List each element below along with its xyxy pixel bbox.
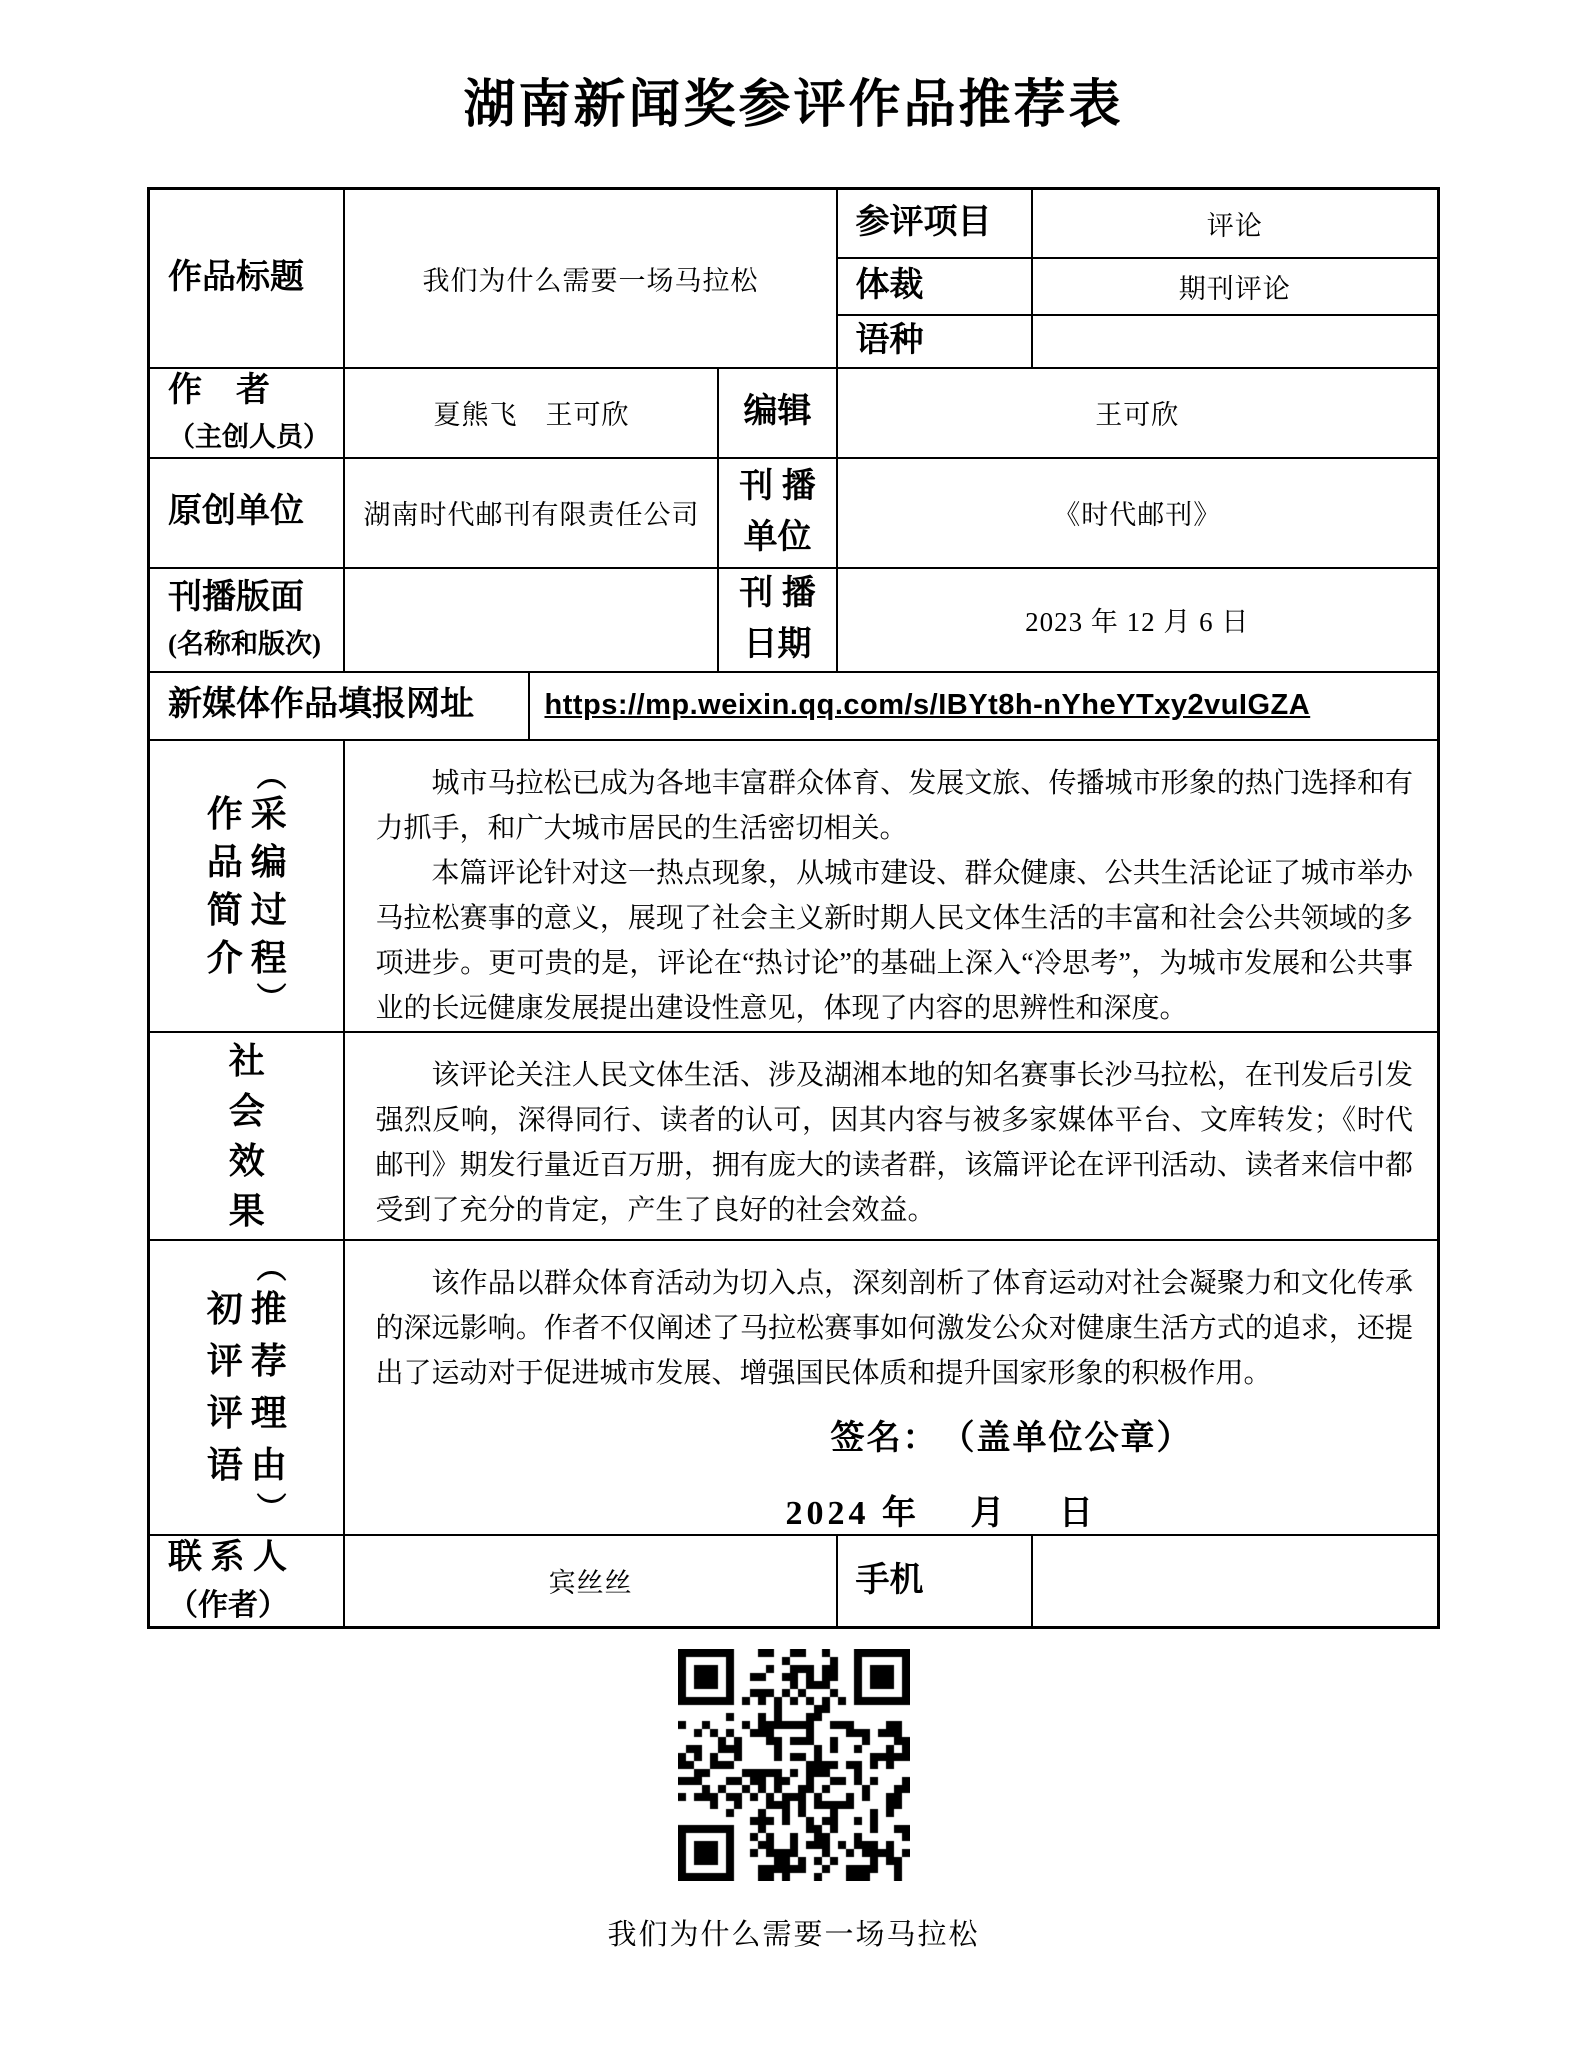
mobile-label: 手机: [855, 1561, 924, 1599]
vlabel-char: 语: [206, 1445, 243, 1485]
vlabel-char: 初: [206, 1289, 243, 1329]
work-title-label-cell: [148, 189, 344, 368]
row-publish-layout: [148, 568, 1438, 672]
vlabel-char: 采: [250, 793, 287, 834]
vlabel-char: 由: [250, 1445, 287, 1485]
vlabel-char: 编: [250, 841, 287, 882]
language-label: 语种: [855, 321, 924, 359]
publish-unit-label-line2: 单位: [743, 518, 812, 556]
new-media-url-label-cell: [148, 672, 529, 740]
page-title: 湖南新闻奖参评作品推荐表: [463, 77, 1124, 134]
entry-category-label: 参评项目: [855, 204, 992, 241]
new-media-url-label: 新媒体作品填报网址: [167, 686, 474, 724]
vlabel-char: 果: [228, 1190, 265, 1231]
vlabel-char: 理: [250, 1393, 287, 1433]
publish-unit-value: 《时代邮刊》: [1053, 500, 1222, 530]
social-effect-label-cell: [148, 1032, 344, 1240]
contact-sublabel: （作者）: [167, 1589, 288, 1623]
language-label-cell: [837, 315, 1032, 368]
vlabel-char: 推: [250, 1289, 287, 1329]
vlabel-char: 品: [206, 841, 243, 882]
initial-review-paragraph: 该作品以群众体育活动为切入点，深刻剖析了体育运动对社会凝聚力和文化传承的深远影响。作者不仅阐述了马拉松赛事如何激发公众对健康生活方式的追求，还提出了运动对于促进城市发展、增强国民体质和提升国家形象的积极作用。: [375, 1267, 1414, 1389]
mobile-value-cell: [1032, 1535, 1439, 1628]
genre-label: 体裁: [855, 266, 924, 304]
publish-layout-label-cell: [148, 568, 344, 672]
vlabel-char: 荐: [250, 1341, 287, 1381]
language-value-cell: [1032, 315, 1439, 368]
social-effect-vertical-label: [229, 1036, 265, 1236]
genre-label-cell: [837, 258, 1032, 315]
vlabel-char: 简: [206, 889, 243, 930]
work-intro-label-cell: [148, 740, 344, 1032]
qr-section: [0, 1649, 1587, 1953]
editor-label-cell: [718, 368, 836, 458]
work-intro-vertical-label: [207, 760, 287, 1012]
mobile-label-cell: [837, 1535, 1032, 1628]
entry-category-label-cell: [837, 189, 1032, 258]
genre-value: 期刊评论: [1178, 273, 1291, 304]
work-intro-paragraph: 本篇评论针对这一热点现象，从城市建设、群众健康、公共生活论证了城市举办马拉松赛事的意义，展现了社会主义新时期人民文体生活的丰富和社会公共领域的多项进步。更可贵的是，评论在“热讨论”的基础上深入“冷思考”，为城市发展和公共事业的长远健康发展提出建设性意见，体现了内容的思辨性和深度。: [375, 857, 1414, 1024]
initial-review-text-cell: [344, 1240, 1438, 1535]
publish-layout-sublabel: (名称和版次): [167, 629, 321, 660]
work-title-value: 我们为什么需要一场马拉松: [422, 265, 759, 296]
vertical-open-paren: （: [252, 1252, 286, 1282]
publish-unit-label-cell: [718, 458, 836, 568]
vlabel-char: 程: [250, 937, 287, 978]
editor-value-cell: [837, 368, 1439, 458]
contact-value-cell: [344, 1535, 836, 1628]
original-unit-label: 原创单位: [167, 493, 304, 531]
publish-date-label-line2: 日期: [743, 625, 812, 663]
row-initial-review: [148, 1240, 1438, 1535]
work-intro-paragraph: 城市马拉松已成为各地丰富群众体育、发展文旅、传播城市形象的热门选择和有力抓手，和广大城市居民的生活密切相关。: [375, 767, 1414, 844]
social-effect-text-cell: [344, 1032, 1438, 1240]
contact-value: 宾丝丝: [548, 1568, 633, 1599]
vertical-open-paren: （: [252, 759, 286, 790]
author-label-cell: [148, 368, 344, 458]
vlabel-char: 作: [206, 793, 243, 834]
entry-category-value: 评论: [1206, 210, 1263, 241]
original-unit-value: 湖南时代邮刊有限责任公司: [363, 500, 700, 530]
row-work-intro: [148, 740, 1438, 1032]
row-new-media-url: [148, 672, 1438, 740]
new-media-url-link[interactable]: https://mp.weixin.qq.com/s/IBYt8h-nYheYTxy2vuIGZA: [544, 689, 1311, 721]
recommendation-form-table: [147, 187, 1440, 1629]
publish-unit-value-cell: [837, 458, 1439, 568]
author-value-cell: [344, 368, 718, 458]
vertical-close-paren: ）: [252, 981, 286, 1012]
publish-unit-label-line1: 刊 播: [739, 468, 816, 505]
vlabel-char: 社: [228, 1040, 265, 1081]
initial-review-vertical-label: [207, 1251, 287, 1523]
row-social-effect: [148, 1032, 1438, 1240]
work-intro-text-cell: [344, 740, 1438, 1032]
vertical-close-paren: ）: [252, 1492, 286, 1522]
author-value: 夏熊飞 王可欣: [433, 400, 630, 430]
vlabel-char: 介: [206, 937, 243, 978]
contact-label: 联 系 人: [167, 1538, 287, 1576]
publish-date-label-cell: [718, 568, 836, 672]
publish-layout-value-cell: [344, 568, 718, 672]
row-original-unit: [148, 458, 1438, 568]
work-title-label: 作品标题: [167, 259, 304, 296]
publish-date-value-cell: [837, 568, 1439, 672]
original-unit-label-cell: [148, 458, 344, 568]
initial-review-label-cell: [148, 1240, 344, 1535]
vlabel-char: 过: [250, 889, 287, 930]
publish-layout-label: 刊播版面: [167, 578, 304, 616]
qr-caption: 我们为什么需要一场马拉松: [607, 1919, 980, 1951]
genre-value-cell: [1032, 258, 1439, 315]
row-contact: [148, 1535, 1438, 1628]
signature-line: 签名： （盖单位公章）: [830, 1419, 1193, 1457]
entry-category-value-cell: [1032, 189, 1439, 258]
social-effect-paragraph: 该评论关注人民文体生活、涉及湖湘本地的知名赛事长沙马拉松，在刊发后引发强烈反响，深得同行、读者的认可，因其内容与被多家媒体平台、文库转发；《时代邮刊》期发行量近百万册，拥有庞大的读者群，该篇评论在评刊活动、读者来信中都受到了充分的肯定，产生了良好的社会效益。: [375, 1059, 1414, 1226]
work-title-value-cell: [344, 189, 836, 368]
qr-code: [678, 1649, 910, 1881]
original-unit-value-cell: [344, 458, 718, 568]
contact-label-cell: [148, 1535, 344, 1628]
editor-label: 编辑: [743, 393, 812, 431]
author-sublabel: （主创人员）: [167, 422, 330, 453]
document-sheet: [0, 62, 1587, 1953]
vlabel-char: 评: [206, 1341, 243, 1381]
row-work-title: [148, 189, 1438, 258]
new-media-url-value-cell: [529, 672, 1438, 740]
row-author: [148, 368, 1438, 458]
editor-value: 王可欣: [1095, 400, 1180, 430]
publish-date-label-line1: 刊 播: [739, 575, 816, 612]
publish-date-value: 2023 年 12 月 6 日: [1025, 607, 1250, 637]
vlabel-char: 效: [228, 1140, 265, 1181]
vlabel-char: 评: [206, 1393, 243, 1433]
signature-date-line: 2024 年 月 日: [785, 1494, 1097, 1532]
vlabel-char: 会: [228, 1090, 265, 1131]
author-label: 作 者: [167, 371, 270, 409]
